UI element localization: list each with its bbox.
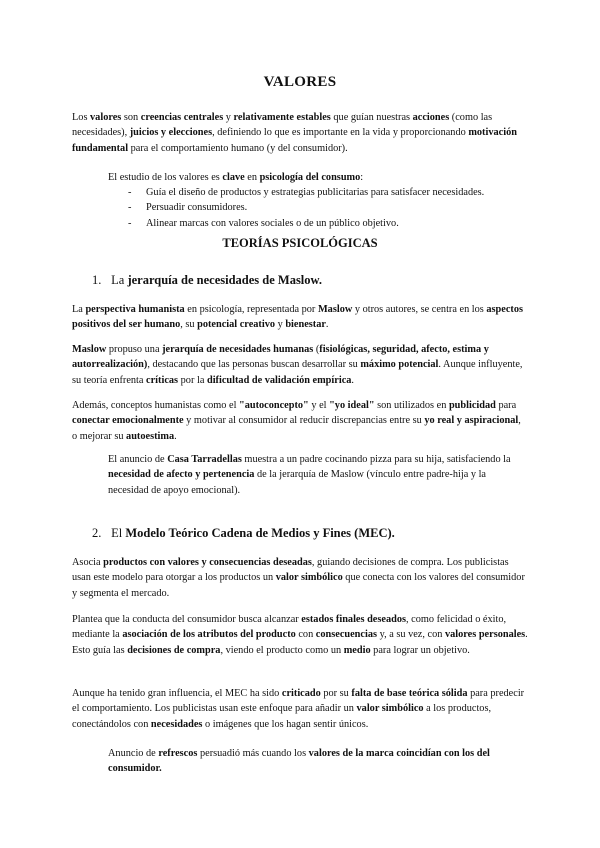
bold-run: motivación fundamental (72, 127, 517, 154)
text-run: y (275, 319, 286, 331)
bold-run: Maslow (72, 344, 107, 355)
text-run: y motivar al consumidor al reducir discrepancias entre su (183, 415, 425, 427)
text-run: Anuncio de (108, 748, 159, 759)
intro-paragraph (72, 110, 528, 156)
bold-run: conectar emocionalmente (72, 415, 184, 427)
bold-run: psicología del consumo (259, 172, 361, 183)
study-list (128, 185, 528, 231)
text-run: Además, conceptos humanistas como el (72, 400, 239, 411)
bold-run: productos con valores y consecuencias deseadas (103, 557, 312, 568)
bold-run: decisiones de compra (127, 644, 221, 656)
bold-run: valores (90, 112, 122, 123)
bold-run: juicios y elecciones (129, 127, 213, 139)
bold-run: estados finales deseados (301, 614, 406, 625)
list-item: - Persuadir consumidores. (128, 200, 528, 215)
text-run: en (244, 172, 260, 183)
mec-paragraph-1 (72, 555, 528, 601)
list-item: - Guía el diseño de productos y estrategias publicitarias para satisfacer necesidades. (128, 185, 528, 200)
text-run: . Aunque influyente, su teoría enfrenta (72, 359, 523, 386)
bold-run: refrescos (158, 748, 198, 759)
list-item: - Alinear marcas con valores sociales o de un público objetivo. (128, 216, 528, 231)
maslow-paragraph-1 (72, 302, 528, 333)
bold-run: valores de la marca coincidían con los del consumidor. (108, 748, 490, 775)
study-paragraph (108, 170, 528, 185)
bold-run: valores personales (444, 629, 526, 641)
text-run: en psicología, representada por (184, 304, 318, 315)
text-run: muestra a un padre cocinando pizza para su hija, satisfaciendo la (241, 454, 511, 465)
bold-run: necesidades (150, 718, 203, 730)
bold-run: críticas (146, 374, 179, 386)
section2-heading (92, 526, 395, 541)
bold-run: publicidad (448, 400, 496, 411)
text-run: , destacando que las personas buscan desarrollar su (147, 359, 361, 371)
section2-heading-text (111, 526, 395, 540)
bold-run: dificultad de validación empírica (206, 374, 352, 386)
text-run: . Esto guía las (72, 629, 528, 656)
text-run: La (72, 304, 86, 315)
bold-run: aspectos positivos del ser humano (72, 304, 523, 331)
bold-run: valor simbólico (356, 703, 424, 715)
text-run: para el comportamiento humano (y del consumidor). (128, 142, 348, 154)
bold-run: clave (222, 172, 245, 183)
mec-paragraph-3 (72, 686, 528, 732)
text-run: , su (180, 319, 198, 331)
section1-heading (92, 273, 322, 288)
bold-run: Maslow (317, 304, 353, 315)
bold-run: Casa Tarradellas (167, 454, 242, 465)
maslow-paragraph-2 (72, 342, 528, 388)
text-run: para predecir el comportamiento. Los publicistas usan este enfoque para añadir un (72, 688, 525, 715)
text-run: . (174, 430, 177, 442)
bold-run: medio (343, 644, 371, 656)
bold-run: potencial creativo (197, 319, 276, 331)
text-run: (como las necesidades), (72, 112, 493, 139)
text-run: que conecta con los valores del consumidor y segmenta el mercado. (72, 572, 525, 599)
section1-heading-text (111, 273, 322, 287)
text-run: , guiando decisiones de compra. Los publicistas usan este modelo para otorgar a los productos un (72, 557, 509, 584)
text-run: , como felicidad o éxito, mediante la (72, 614, 507, 641)
section-subtitle: TEORÍAS PSICOLÓGICAS (222, 236, 378, 250)
text-run: , o mejorar su (72, 415, 521, 442)
text-run: por su (320, 688, 352, 699)
bold-run: autoestima (126, 430, 175, 442)
text-run: Aunque ha tenido gran influencia, el MEC ha sido (72, 688, 282, 699)
section2-number: 2. (92, 526, 102, 540)
bold-run: asociación de los atributos del producto (122, 629, 296, 641)
bold-run: valor simbólico (275, 572, 343, 584)
maslow-paragraph-3 (72, 398, 528, 444)
text-run: propuso una (106, 344, 163, 355)
text-run: a los productos, conectándolos con (72, 703, 492, 730)
document-title: VALORES (263, 74, 337, 90)
text-run: con (295, 629, 316, 641)
text-run: , viendo el producto como un (220, 644, 344, 656)
bold-run: consecuencias (315, 629, 378, 641)
text-run: : (360, 172, 364, 183)
text-run: . (351, 374, 354, 386)
bold-run: máximo potencial (360, 359, 439, 371)
text-run: El estudio de los valores es (108, 172, 223, 183)
text-run: El (111, 526, 126, 540)
text-run: para lograr un objetivo. (370, 644, 470, 656)
bold-run: perspectiva humanista (85, 304, 185, 315)
bold-run: yo real y aspiracional (424, 415, 519, 427)
text-run: persuadió más cuando los (197, 748, 309, 759)
bold-run: Modelo Teórico Cadena de Medios y Fines (MEC). (125, 526, 395, 540)
text-run: son (121, 112, 141, 123)
text-run: de la jerarquía de Maslow (vínculo entre padre-hija y la necesidad de apoyo emocional). (108, 469, 487, 496)
bold-run: fisiológicas, seguridad, afecto, estima y autorrealización) (72, 344, 489, 371)
text-run: son utilizados en (374, 400, 449, 411)
text-run: Asocia (72, 557, 104, 568)
section1-number: 1. (92, 273, 102, 287)
text-run: y, a su vez, con (377, 629, 445, 641)
mec-example (108, 746, 528, 777)
bold-run: acciones (412, 112, 450, 123)
text-run: La (111, 273, 128, 287)
bold-run: jerarquía de necesidades humanas (162, 344, 314, 355)
bold-run: falta de base teórica sólida (351, 688, 468, 699)
bold-run: bienestar (285, 319, 326, 331)
bold-run: creencias centrales (140, 112, 224, 123)
text-run: , definiendo lo que es importante en la vida y proporcionando (212, 127, 469, 139)
text-run: y el (308, 400, 330, 411)
bold-run: "yo ideal" (329, 400, 375, 411)
bold-run: jerarquía de necesidades de Maslow. (127, 273, 322, 287)
text-run: Los (72, 112, 91, 123)
text-run: que guían nuestras (330, 112, 413, 123)
text-run: El anuncio de (108, 454, 168, 465)
mec-paragraph-2 (72, 612, 528, 658)
text-run: y (223, 112, 234, 123)
maslow-example (108, 452, 528, 498)
text-run: . (325, 319, 329, 331)
bold-run: necesidad de afecto y pertenencia (108, 469, 255, 481)
text-run: para (495, 400, 517, 411)
text-run: por la (178, 374, 207, 386)
text-run: Plantea que la conducta del consumidor busca alcanzar (72, 614, 302, 625)
bold-run: relativamente estables (233, 112, 331, 123)
text-run: o imágenes que los hagan sentir únicos. (202, 718, 369, 730)
text-run: y otros autores, se centra en los (352, 304, 487, 315)
bold-run: criticado (281, 688, 321, 699)
bold-run: "autoconcepto" (239, 400, 309, 411)
text-run: ( (313, 344, 320, 355)
